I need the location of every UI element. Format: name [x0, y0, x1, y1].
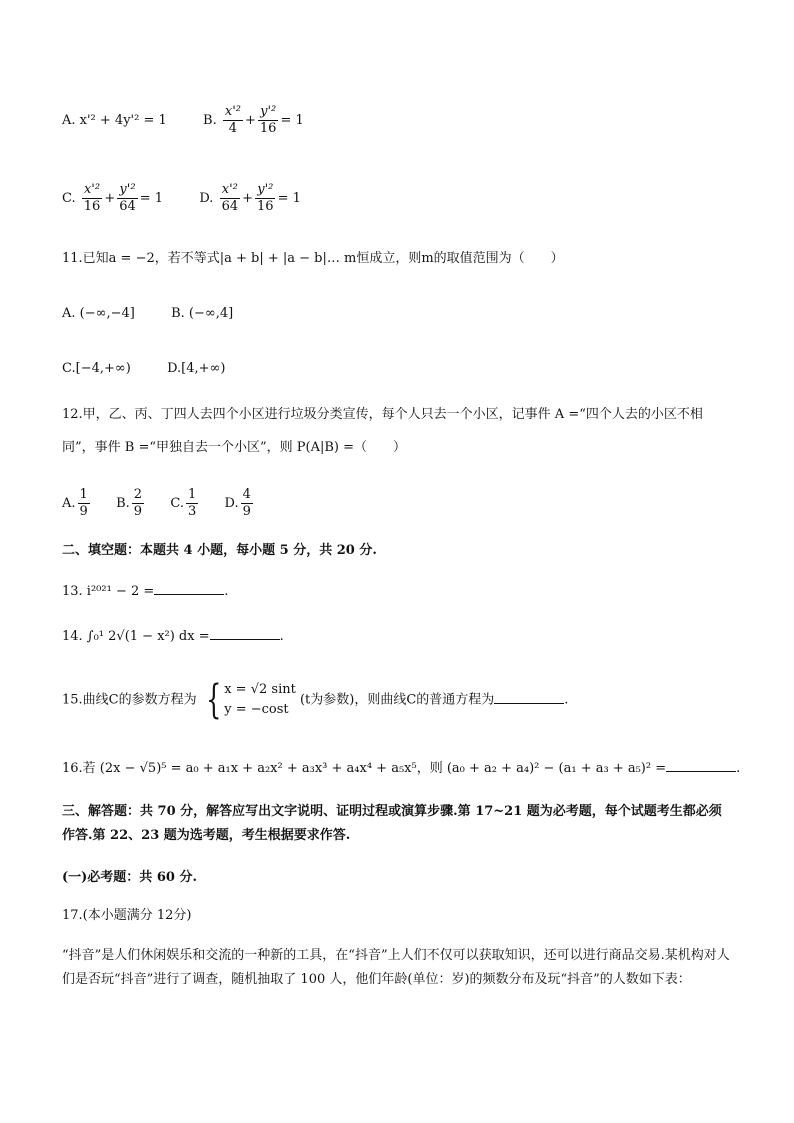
q13-answer-blank[interactable] — [154, 580, 224, 595]
q12-line-1: 12.甲，乙、丙、丁四人去四个小区进行垃圾分类宣传，每个人只去一个小区，记事件 A =“四个人去的小区不相 — [62, 407, 703, 422]
q10-options-row-1 — [62, 104, 304, 137]
q14: 14. ∫₀¹ 2√(1 − x²) dx = . — [62, 625, 284, 647]
q12-option-d: D. $\frac{4}{9}$ — [224, 487, 251, 519]
q12-option-c: C. $\frac{1}{3}$ — [170, 487, 197, 519]
q11-stem: 11.已知a = −2，若不等式|a + b| + |a − b|… m恒成立，则m的取值范围为（ ） — [62, 251, 564, 266]
q11-option-d: D.[4,+∞) — [167, 361, 226, 376]
q10-option-d: D. $\frac{\text{x'²}}{64}$ + $\frac{\text{y'²}}{16}$ = 1 — [199, 182, 301, 214]
q15-answer-blank[interactable] — [494, 689, 564, 704]
q10-option-c: C. $\frac{\text{x'²}}{16}$ + $\frac{\text{y'²}}{64}$ = 1 — [62, 182, 168, 214]
q12-option-b: B. $\frac{2}{9}$ — [116, 487, 143, 519]
q10-options-row-2 — [62, 182, 301, 215]
q12-option-a: A. $\frac{1}{9}$ — [62, 487, 88, 519]
q11-options-row-2 — [62, 359, 225, 379]
section-2-title: 二、填空题：本题共 4 小题，每小题 5 分，共 20 分. — [62, 543, 377, 558]
q16-answer-blank[interactable] — [666, 757, 736, 772]
q14-answer-blank[interactable] — [210, 625, 280, 640]
q11-option-a: A. (−∞,−4] — [62, 306, 135, 321]
q12-options — [62, 487, 255, 520]
q16: 16.若 (2x − √5)⁵ = a₀ + a₁x + a₂x² + a₃x³ + a₄x⁴ + a₅x⁵，则 (a₀ + a₂ + a₄)² − (a₁ + a₃ + a₅)² = . — [62, 757, 740, 779]
q12-line-2: 同”，事件 B =“甲独自去一个小区”，则 P(A|B) =（ ） — [62, 440, 407, 455]
q10-option-b: B. $\frac{\text{x'²}}{4}$ + $\frac{\text{y'²}}{16}$ = 1 — [203, 104, 304, 136]
q15: 15.曲线C的参数方程为 { x = √2 sint y = −cost (t为参数)，则曲线C的普通方程为 . — [62, 677, 569, 723]
q15-parametric-system: { x = √2 sint y = −cost — [205, 677, 296, 723]
q11-option-c: C.[−4,+∞) — [62, 361, 131, 376]
q17-body: “抖音”是人们休闲娱乐和交流的一种新的工具，在“抖音”上人们不仅可以获取知识，还可以进行商品交易.某机构对人们是否玩“抖音”进行了调查，随机抽取了 100 人，他们年龄(单位：岁)的频数分布及玩“抖音”的人数如下表： — [62, 948, 730, 987]
q13: 13. i²⁰²¹ − 2 = . — [62, 580, 228, 602]
q11-options-row-1 — [62, 304, 233, 324]
q11-option-b: B. (−∞,4] — [171, 306, 234, 321]
q17-header: 17.(本小题满分 12分) — [62, 908, 192, 923]
section-3-title: 三、解答题：共 70 分，解答应写出文字说明、证明过程或演算步骤.第 17~21 题为必考题，每个试题考生都必须作答.第 22、23 题为选考题，考生根据要求作答. — [62, 804, 722, 843]
required-subsection-title: (一)必考题：共 60 分. — [62, 870, 197, 885]
q10-option-a: A. x'² + 4y'² = 1 — [62, 113, 167, 128]
